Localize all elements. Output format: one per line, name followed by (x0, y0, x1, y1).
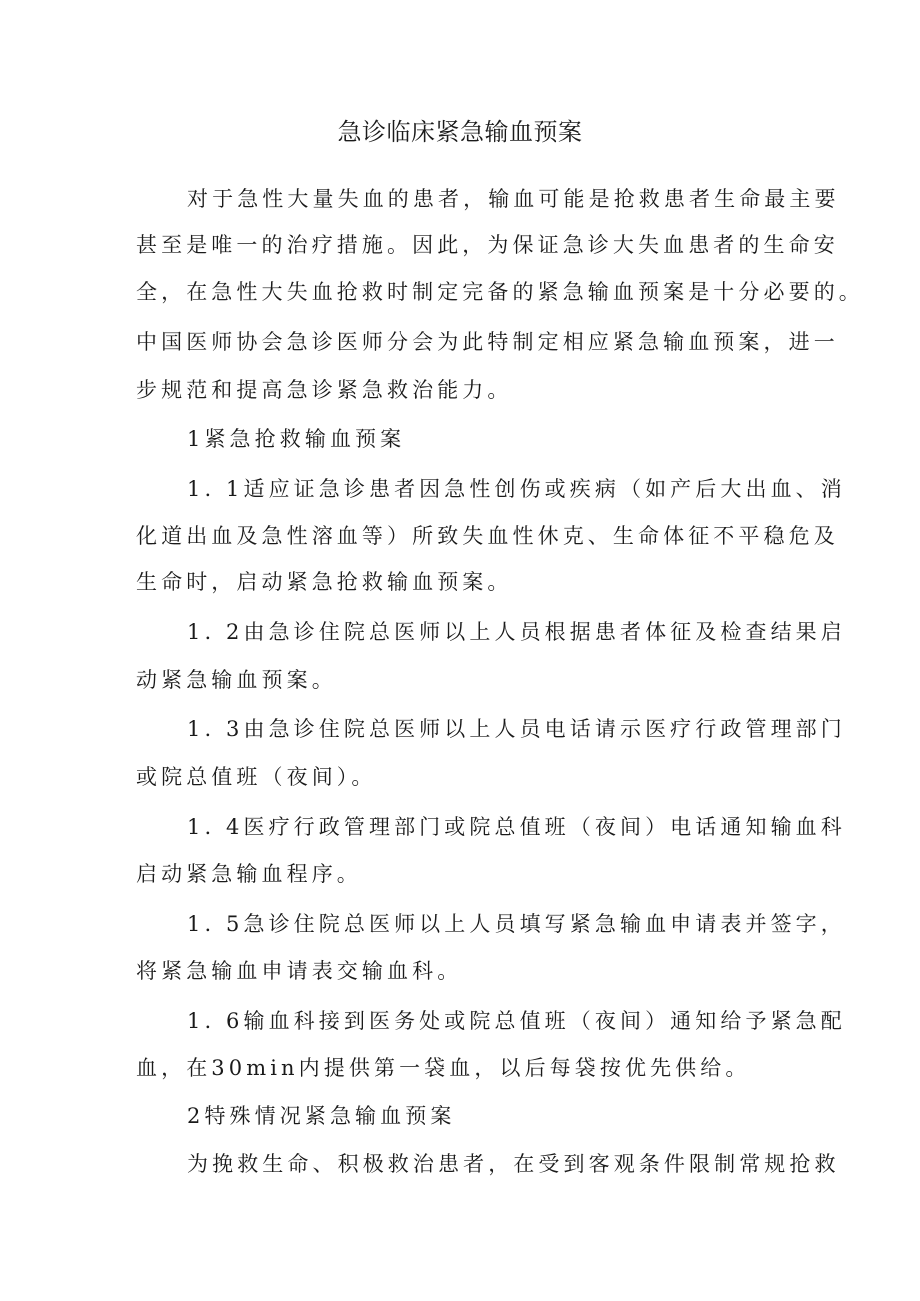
paragraph-line: 全，在急性大失血抢救时制定完备的紧急输血预案是十分必要的。 (136, 280, 864, 304)
paragraph-line: 化道出血及急性溶血等）所致失血性休克、生命体征不平稳危及 (136, 524, 839, 548)
paragraph-line: 对于急性大量失血的患者，输血可能是抢救患者生命最主要 (187, 187, 840, 211)
paragraph-line: 血，在30min内提供第一袋血，以后每袋按优先供给。 (136, 1056, 751, 1080)
paragraph-line: 甚至是唯一的治疗措施。因此，为保证急诊大失血患者的生命安 (136, 233, 839, 257)
paragraph-line: 1. 5急诊住院总医师以上人员填写紧急输血申请表并签字， (187, 912, 846, 936)
paragraph-line: 中国医师协会急诊医师分会为此特制定相应紧急输血预案，进一 (136, 330, 839, 354)
paragraph-line: 1. 6输血科接到医务处或院总值班（夜间）通知给予紧急配 (187, 1009, 846, 1033)
paragraph-line: 步规范和提高急诊紧急救治能力。 (136, 378, 513, 402)
paragraph-line: 1. 4医疗行政管理部门或院总值班（夜间）电话通知输血科 (187, 815, 846, 839)
section-heading: 2特殊情况紧急输血预案 (187, 1104, 456, 1128)
section-heading: 1紧急抢救输血预案 (187, 427, 406, 451)
paragraph-line: 启动紧急输血程序。 (136, 862, 362, 886)
paragraph-line: 1. 1适应证急诊患者因急性创伤或疾病（如产后大出血、消 (187, 477, 846, 501)
paragraph-line: 为挽救生命、积极救治患者，在受到客观条件限制常规抢救 (187, 1152, 840, 1176)
paragraph-line: 动紧急输血预案。 (136, 668, 337, 692)
paragraph-line: 1. 3由急诊住院总医师以上人员电话请示医疗行政管理部门 (187, 717, 846, 741)
paragraph-line: 将紧急输血申请表交输血科。 (136, 959, 463, 983)
paragraph-line: 生命时，启动紧急抢救输血预案。 (136, 570, 513, 594)
document-title: 急诊临床紧急输血预案 (337, 118, 583, 146)
paragraph-line: 1. 2由急诊住院总医师以上人员根据患者体征及检查结果启 (187, 620, 846, 644)
paragraph-line: 或院总值班（夜间）。 (136, 765, 377, 789)
